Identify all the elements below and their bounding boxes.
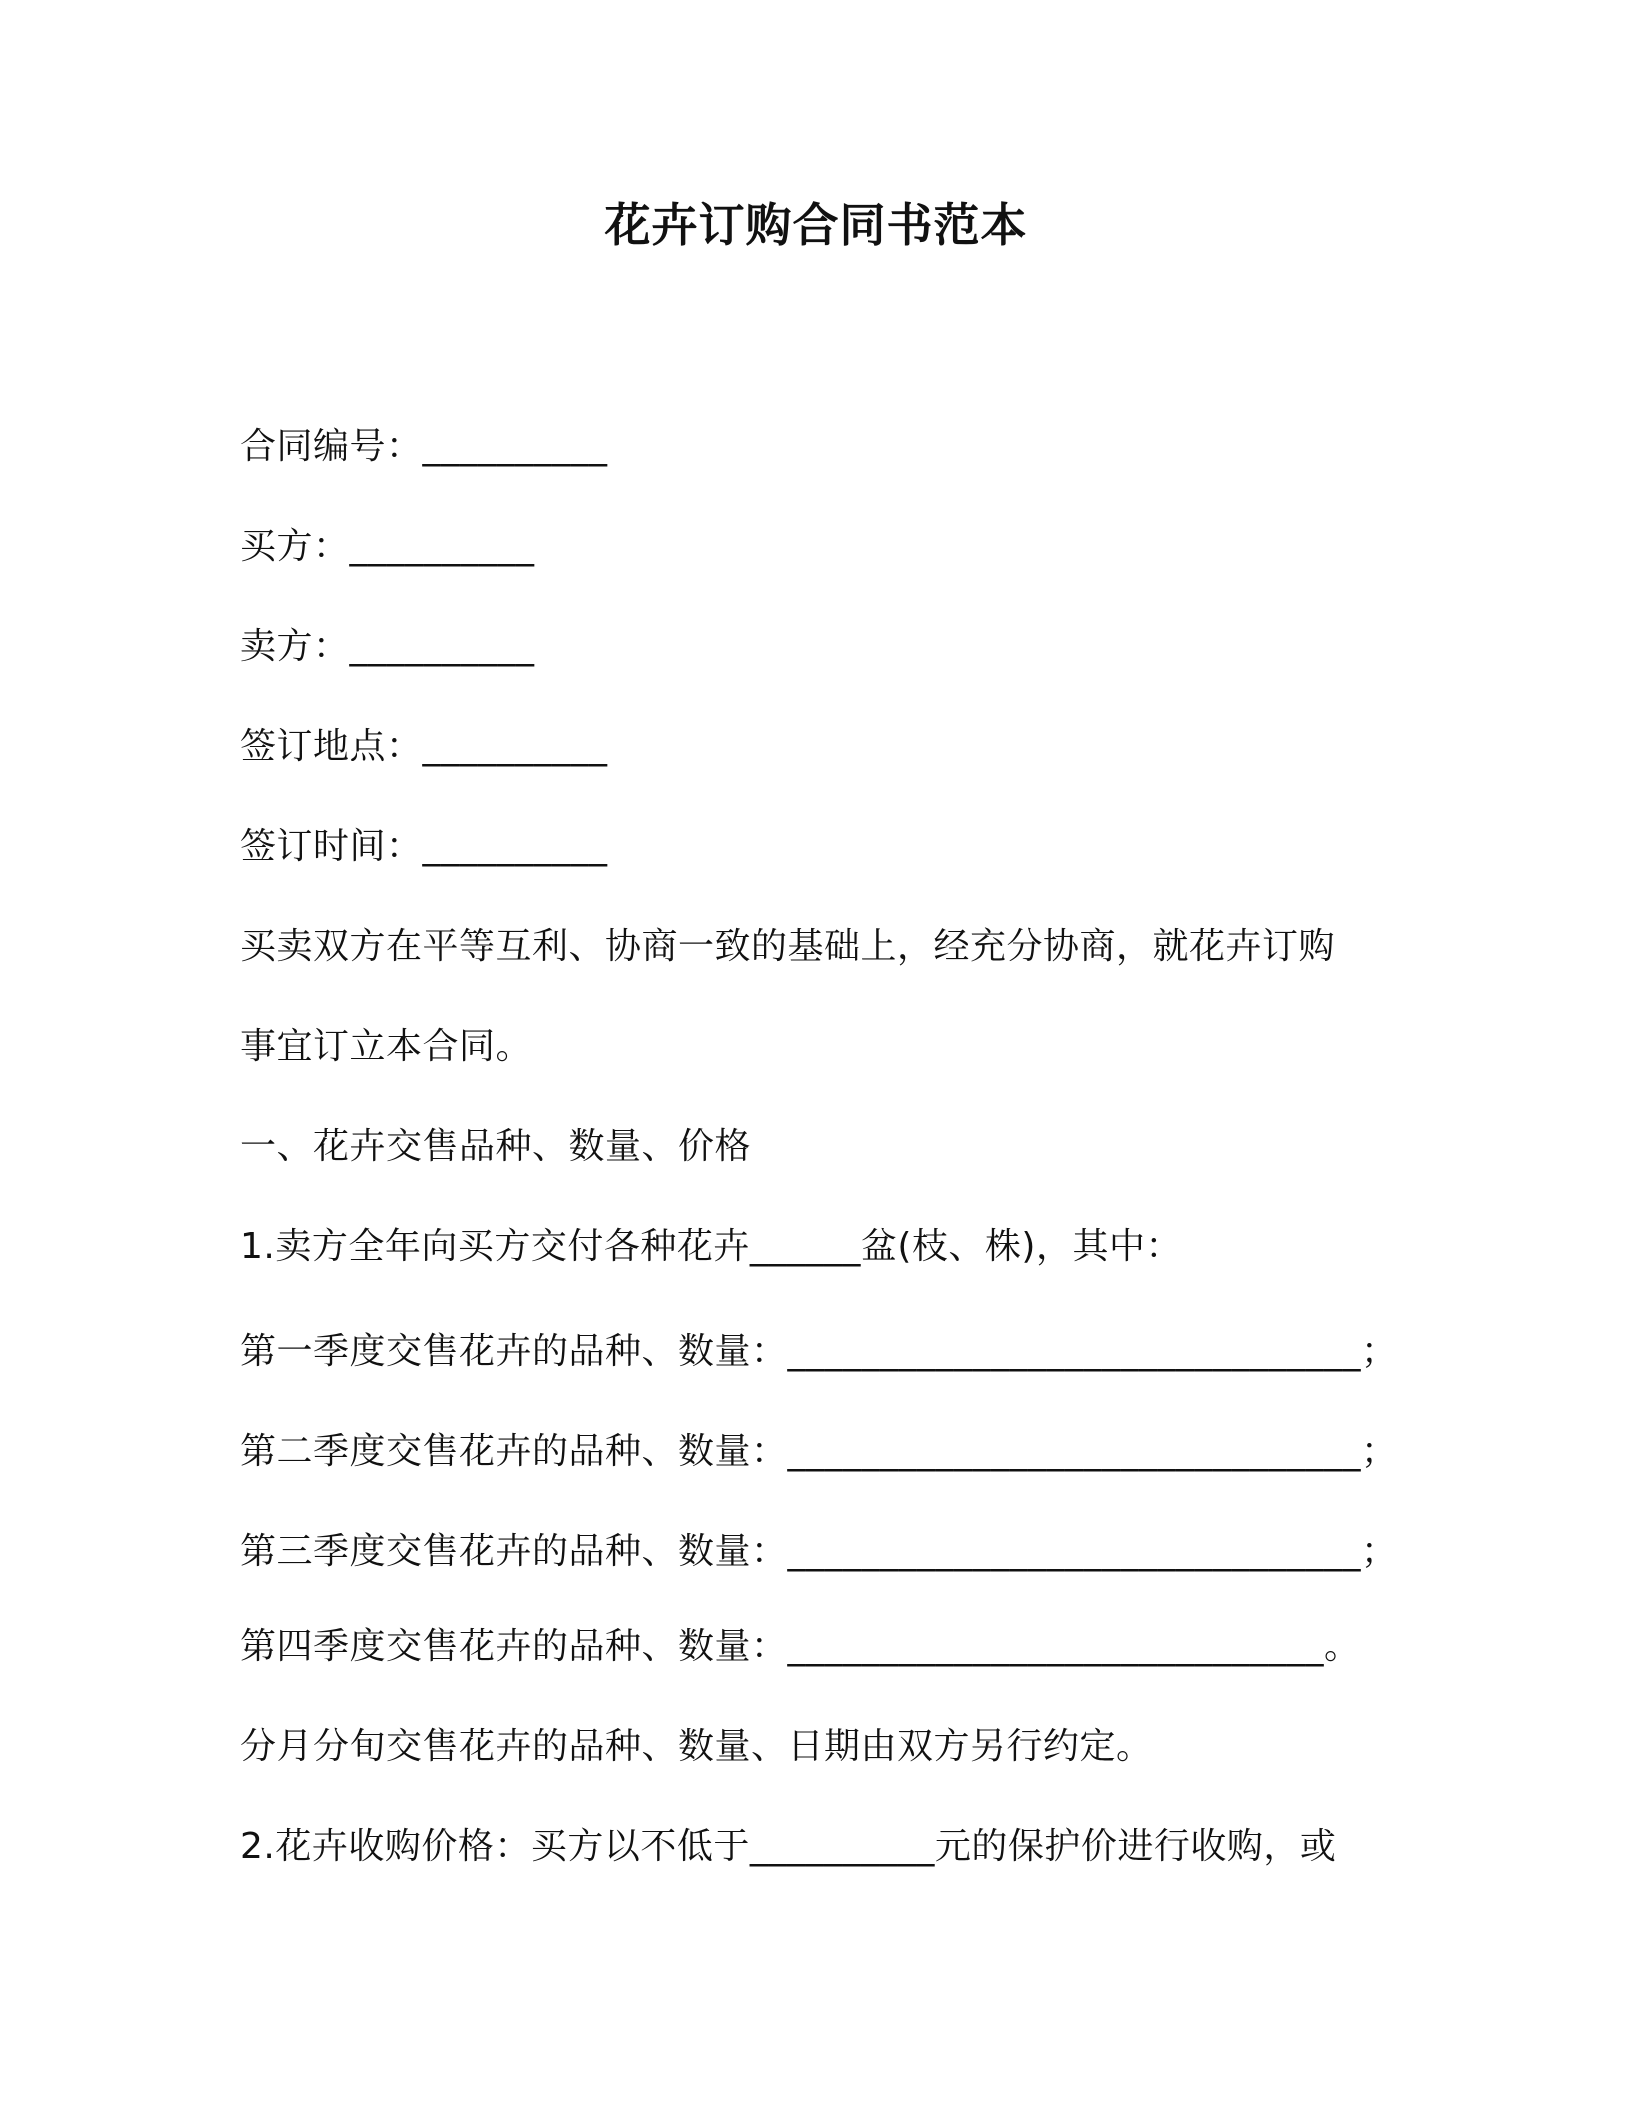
quarter-3-line: 第三季度交售花卉的品种、数量：_______________________________； xyxy=(240,1531,1398,1572)
quarter-1-line: 第一季度交售花卉的品种、数量：_______________________________； xyxy=(240,1331,1398,1372)
signing-place-line: 签订地点：__________ xyxy=(240,726,608,767)
quarter-2-line: 第二季度交售花卉的品种、数量：_______________________________； xyxy=(240,1431,1398,1472)
clause-2: 2.花卉收购价格：买方以不低于__________元的保护价进行收购，或 xyxy=(240,1826,1337,1867)
signing-time-line: 签订时间：__________ xyxy=(240,826,608,867)
preamble-line-1: 买卖双方在平等互利、协商一致的基础上，经充分协商，就花卉订购 xyxy=(240,926,1336,967)
quarter-4-line: 第四季度交售花卉的品种、数量：_____________________________。 xyxy=(240,1626,1361,1667)
seller-line: 卖方：__________ xyxy=(240,626,535,667)
contract-number-line: 合同编号：__________ xyxy=(240,426,608,467)
section-heading-1: 一、花卉交售品种、数量、价格 xyxy=(240,1126,752,1167)
clause-1: 1.卖方全年向买方交付各种花卉______盆(枝、株)，其中： xyxy=(240,1226,1182,1267)
buyer-line: 买方：__________ xyxy=(240,526,535,567)
monthly-note-line: 分月分旬交售花卉的品种、数量、日期由双方另行约定。 xyxy=(240,1726,1153,1767)
document-title: 花卉订购合同书范本 xyxy=(604,198,1028,252)
preamble-line-2: 事宜订立本合同。 xyxy=(240,1026,533,1067)
